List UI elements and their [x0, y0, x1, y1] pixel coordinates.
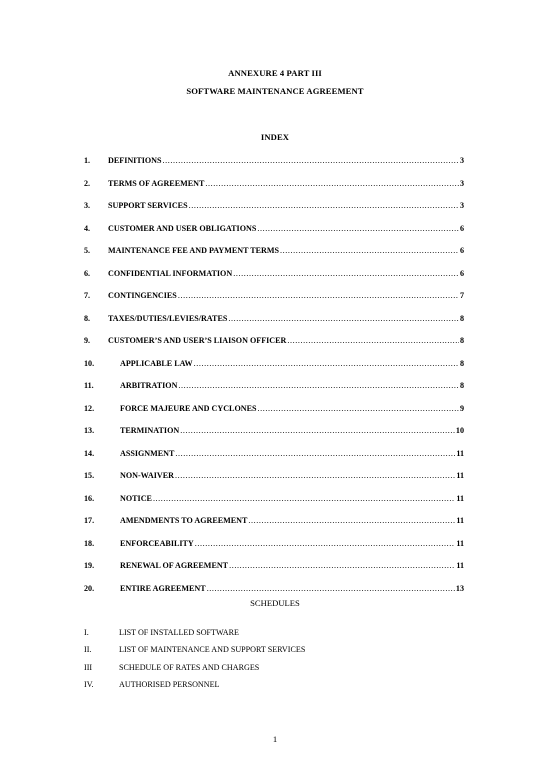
toc-leader-dots — [280, 246, 459, 255]
toc-entry[interactable] — [84, 471, 464, 494]
toc-entry-title: CUSTOMER’S AND USER’S LIAISON OFFICER — [108, 336, 287, 345]
toc-entry-title: CUSTOMER AND USER OBLIGATIONS — [108, 223, 257, 233]
toc-leader-dots — [228, 314, 459, 323]
toc-entry[interactable] — [84, 561, 464, 584]
toc-leader-dots — [248, 516, 455, 525]
toc-entry-title: TERMINATION — [120, 426, 180, 435]
toc-entry-title: APPLICABLE LAW — [120, 358, 193, 368]
toc-entry[interactable] — [84, 314, 464, 337]
toc-entry-title: ENFORCEABILITY — [120, 538, 194, 548]
toc-entry-page: 8 — [459, 336, 464, 345]
toc-leader-dots — [175, 449, 455, 458]
toc-entry-title: CONFIDENTIAL INFORMATION — [108, 268, 233, 278]
toc-entry-page: 8 — [459, 358, 464, 368]
toc-entry-page: 11 — [456, 493, 464, 503]
toc-entry-number: 10. — [84, 358, 95, 368]
toc-entry-title: NOTICE — [120, 493, 152, 503]
toc-entry-title: RENEWAL OF AGREEMENT — [120, 561, 229, 570]
toc-leader-dots — [194, 359, 459, 368]
schedule-item — [84, 645, 464, 662]
toc-entry-page: 10 — [455, 426, 464, 435]
toc-entry[interactable] — [84, 449, 464, 472]
toc-entry[interactable] — [84, 539, 464, 562]
schedule-number: III — [84, 662, 93, 672]
schedule-title: LIST OF MAINTENANCE AND SUPPORT SERVICES — [119, 645, 306, 655]
toc-leader-dots — [178, 291, 459, 300]
toc-entry-title: SUPPORT SERVICES — [108, 201, 188, 210]
schedule-item — [84, 680, 464, 697]
toc-entry-page: 3 — [459, 201, 464, 210]
page-number: 1 — [272, 734, 278, 744]
toc-entry-page: 11 — [456, 561, 464, 570]
toc-entry-title: ARBITRATION — [120, 381, 178, 390]
schedule-item — [84, 663, 464, 680]
toc-entry[interactable] — [84, 426, 464, 449]
annexure-title: ANNEXURE 4 PART III — [228, 68, 322, 78]
toc-entry-number: 18. — [84, 538, 95, 548]
schedule-number: IV. — [84, 679, 94, 689]
toc-entry-page: 6 — [459, 268, 464, 278]
toc-entry-number: 17. — [84, 516, 95, 525]
toc-entry[interactable] — [84, 359, 464, 382]
toc-entry[interactable] — [84, 516, 464, 539]
table-of-contents — [84, 156, 464, 606]
schedule-title: LIST OF INSTALLED SOFTWARE — [119, 628, 239, 637]
toc-entry-number: 16. — [84, 493, 95, 503]
schedules-heading: SCHEDULES — [250, 598, 300, 608]
toc-entry-number: 14. — [84, 448, 95, 458]
toc-entry-page: 9 — [459, 403, 464, 413]
toc-leader-dots — [153, 494, 455, 503]
schedules-list — [84, 628, 464, 697]
toc-entry-number: 20. — [84, 583, 95, 593]
toc-entry-title: DEFINITIONS — [108, 156, 162, 165]
toc-leader-dots — [257, 404, 458, 413]
toc-entry-title: MAINTENANCE FEE AND PAYMENT TERMS — [108, 246, 280, 255]
toc-entry[interactable] — [84, 404, 464, 427]
toc-entry-number: 6. — [84, 268, 91, 278]
toc-leader-dots — [233, 269, 459, 278]
toc-entry-page: 13 — [455, 583, 464, 593]
toc-entry-page: 3 — [459, 178, 464, 188]
toc-entry-number: 7. — [84, 291, 91, 300]
toc-leader-dots — [229, 561, 455, 570]
toc-leader-dots — [189, 201, 459, 210]
toc-entry-title: CONTINGENCIES — [108, 291, 177, 300]
toc-entry-page: 8 — [459, 381, 464, 390]
toc-entry[interactable] — [84, 201, 464, 224]
schedule-title: SCHEDULE OF RATES AND CHARGES — [119, 662, 260, 672]
toc-entry-page: 6 — [459, 246, 464, 255]
index-heading: INDEX — [260, 132, 290, 142]
toc-entry-number: 19. — [84, 561, 95, 570]
toc-entry-page: 11 — [456, 448, 464, 458]
toc-entry[interactable] — [84, 291, 464, 314]
toc-entry-number: 3. — [84, 201, 91, 210]
toc-leader-dots — [205, 179, 459, 188]
agreement-title: SOFTWARE MAINTENANCE AGREEMENT — [186, 86, 364, 96]
toc-leader-dots — [287, 336, 459, 345]
toc-entry-page: 8 — [459, 313, 464, 323]
toc-entry[interactable] — [84, 494, 464, 517]
toc-entry[interactable] — [84, 179, 464, 202]
toc-entry-number: 12. — [84, 403, 95, 413]
toc-entry-page: 3 — [459, 156, 464, 165]
toc-entry-number: 11. — [84, 381, 94, 390]
toc-entry-title: NON-WAIVER — [120, 471, 174, 480]
toc-leader-dots — [175, 471, 455, 480]
toc-entry-number: 9. — [84, 336, 91, 345]
toc-entry-page: 11 — [456, 471, 464, 480]
toc-entry-number: 8. — [84, 313, 91, 323]
toc-entry-title: ASSIGNMENT — [120, 448, 175, 458]
toc-entry-number: 5. — [84, 246, 91, 255]
toc-entry[interactable] — [84, 381, 464, 404]
toc-leader-dots — [163, 156, 459, 165]
toc-entry-page: 6 — [459, 223, 464, 233]
toc-entry-page: 7 — [459, 291, 464, 300]
toc-entry-number: 1. — [84, 156, 91, 165]
toc-entry-number: 13. — [84, 426, 95, 435]
toc-leader-dots — [195, 539, 456, 548]
toc-leader-dots — [257, 224, 459, 233]
toc-leader-dots — [180, 426, 455, 435]
schedule-number: II. — [84, 645, 92, 655]
toc-entry[interactable] — [84, 269, 464, 292]
toc-entry-title: TERMS OF AGREEMENT — [108, 178, 205, 188]
toc-entry-title: ENTIRE AGREEMENT — [120, 583, 206, 593]
toc-leader-dots — [207, 584, 455, 593]
schedule-title: AUTHORISED PERSONNEL — [119, 679, 220, 689]
toc-entry-number: 4. — [84, 223, 91, 233]
toc-entry-page: 11 — [456, 516, 464, 525]
toc-entry-number: 15. — [84, 471, 95, 480]
toc-entry[interactable] — [84, 246, 464, 269]
toc-entry[interactable] — [84, 156, 464, 179]
schedule-item — [84, 628, 464, 645]
toc-entry-page: 11 — [456, 538, 464, 548]
toc-entry[interactable] — [84, 224, 464, 247]
toc-entry-title: TAXES/DUTIES/LEVIES/RATES — [108, 313, 228, 323]
toc-entry-title: FORCE MAJEURE AND CYCLONES — [120, 403, 257, 413]
toc-entry-number: 2. — [84, 178, 91, 188]
toc-entry-title: AMENDMENTS TO AGREEMENT — [120, 516, 248, 525]
schedule-number: I. — [84, 628, 89, 637]
toc-leader-dots — [178, 381, 459, 390]
toc-entry[interactable] — [84, 336, 464, 359]
